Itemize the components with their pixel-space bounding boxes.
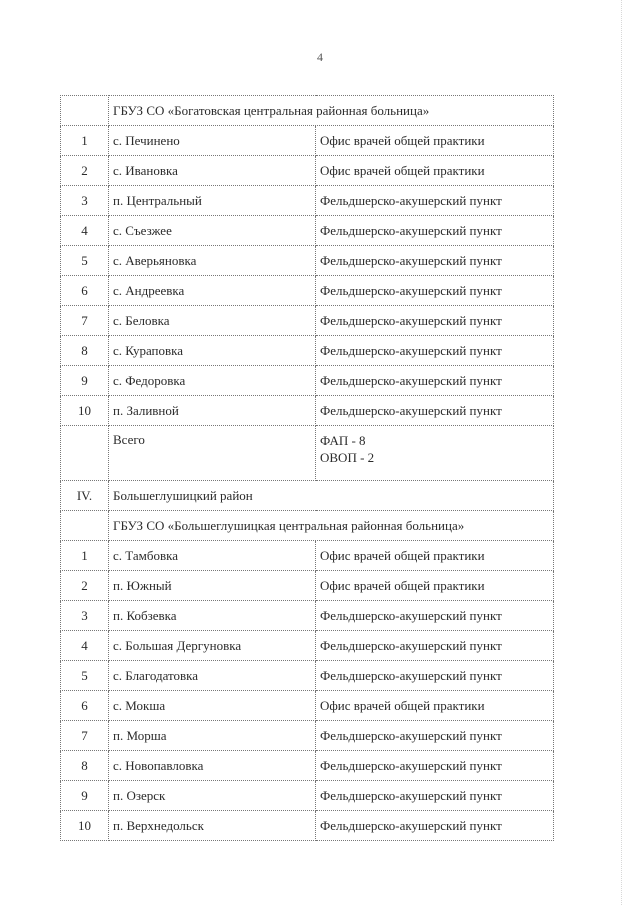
row-number: 8 [61,336,109,366]
settlement-name: с. Кураповка [109,336,316,366]
row-number: 5 [61,246,109,276]
facilities-table [60,95,554,841]
table-row [61,661,554,691]
settlement-name: с. Большая Дергуновка [109,631,316,661]
table-row [61,156,554,186]
settlement-name: с. Ивановка [109,156,316,186]
row-number: 9 [61,781,109,811]
institution-num-cell [61,511,109,541]
facility-type: Офис врачей общей практики [316,571,554,601]
row-number: 7 [61,721,109,751]
table-row [61,541,554,571]
settlement-name: с. Съезжее [109,216,316,246]
page-number: 4 [317,50,323,64]
facility-type: Фельдшерско-акушерский пункт [316,781,554,811]
row-number: 3 [61,601,109,631]
total-label: Всего [109,426,316,481]
facility-type: Фельдшерско-акушерский пункт [316,631,554,661]
settlement-name: с. Федоровка [109,366,316,396]
institution-row [61,511,554,541]
table-row [61,306,554,336]
total-num-cell [61,426,109,481]
settlement-name: с. Беловка [109,306,316,336]
row-number: 9 [61,366,109,396]
facility-type: Фельдшерско-акушерский пункт [316,276,554,306]
table-row [61,276,554,306]
facility-type: Фельдшерско-акушерский пункт [316,661,554,691]
table-row [61,366,554,396]
settlement-name: с. Аверьяновка [109,246,316,276]
table-row [61,216,554,246]
district-name: Большеглушицкий район [109,481,554,511]
facility-type: Фельдшерско-акушерский пункт [316,751,554,781]
facility-type: Офис врачей общей практики [316,541,554,571]
settlement-name: п. Южный [109,571,316,601]
table-row [61,781,554,811]
settlement-name: с. Новопавловка [109,751,316,781]
row-number: 3 [61,186,109,216]
row-number: 6 [61,276,109,306]
row-number: 4 [61,631,109,661]
row-number: 1 [61,541,109,571]
table-row [61,336,554,366]
row-number: 7 [61,306,109,336]
table-row [61,126,554,156]
facility-type: Фельдшерско-акушерский пункт [316,306,554,336]
settlement-name: с. Андреевка [109,276,316,306]
facility-type: Офис врачей общей практики [316,156,554,186]
settlement-name: п. Центральный [109,186,316,216]
table-row [61,811,554,841]
total-row [61,426,554,481]
settlement-name: п. Озерск [109,781,316,811]
table-row [61,721,554,751]
institution-num-cell [61,96,109,126]
institution-row [61,96,554,126]
institution-name: ГБУЗ СО «Богатовская центральная районная больница» [109,96,554,126]
settlement-name: с. Печинено [109,126,316,156]
settlement-name: п. Заливной [109,396,316,426]
facility-type: Фельдшерско-акушерский пункт [316,246,554,276]
row-number: 5 [61,661,109,691]
facility-type: Фельдшерско-акушерский пункт [316,721,554,751]
row-number: 4 [61,216,109,246]
facility-type: Фельдшерско-акушерский пункт [316,186,554,216]
facility-type: Фельдшерско-акушерский пункт [316,396,554,426]
facility-type: Офис врачей общей практики [316,691,554,721]
settlement-name: п. Кобзевка [109,601,316,631]
table-row [61,601,554,631]
total-values [316,426,554,481]
facility-type: Фельдшерско-акушерский пункт [316,601,554,631]
total-value-line: ОВОП - 2 [320,450,375,465]
table-row [61,691,554,721]
row-number: 8 [61,751,109,781]
table-row [61,186,554,216]
total-value-line: ФАП - 8 [320,433,366,448]
facilities-table-body [61,96,554,841]
row-number: 10 [61,811,109,841]
row-number: 2 [61,571,109,601]
row-number: 1 [61,126,109,156]
facility-type: Фельдшерско-акушерский пункт [316,811,554,841]
settlement-name: п. Морша [109,721,316,751]
settlement-name: п. Верхнедольск [109,811,316,841]
facility-type: Офис врачей общей практики [316,126,554,156]
section-number: IV. [61,481,109,511]
table-row [61,396,554,426]
settlement-name: с. Мокша [109,691,316,721]
table-row [61,631,554,661]
facility-type: Фельдшерско-акушерский пункт [316,336,554,366]
row-number: 10 [61,396,109,426]
settlement-name: с. Тамбовка [109,541,316,571]
table-row [61,751,554,781]
table-row [61,571,554,601]
row-number: 6 [61,691,109,721]
district-row [61,481,554,511]
row-number: 2 [61,156,109,186]
table-row [61,246,554,276]
scan-edge-line [620,0,622,905]
settlement-name: с. Благодатовка [109,661,316,691]
facility-type: Фельдшерско-акушерский пункт [316,366,554,396]
facility-type: Фельдшерско-акушерский пункт [316,216,554,246]
institution-name: ГБУЗ СО «Большеглушицкая центральная районная больница» [109,511,554,541]
